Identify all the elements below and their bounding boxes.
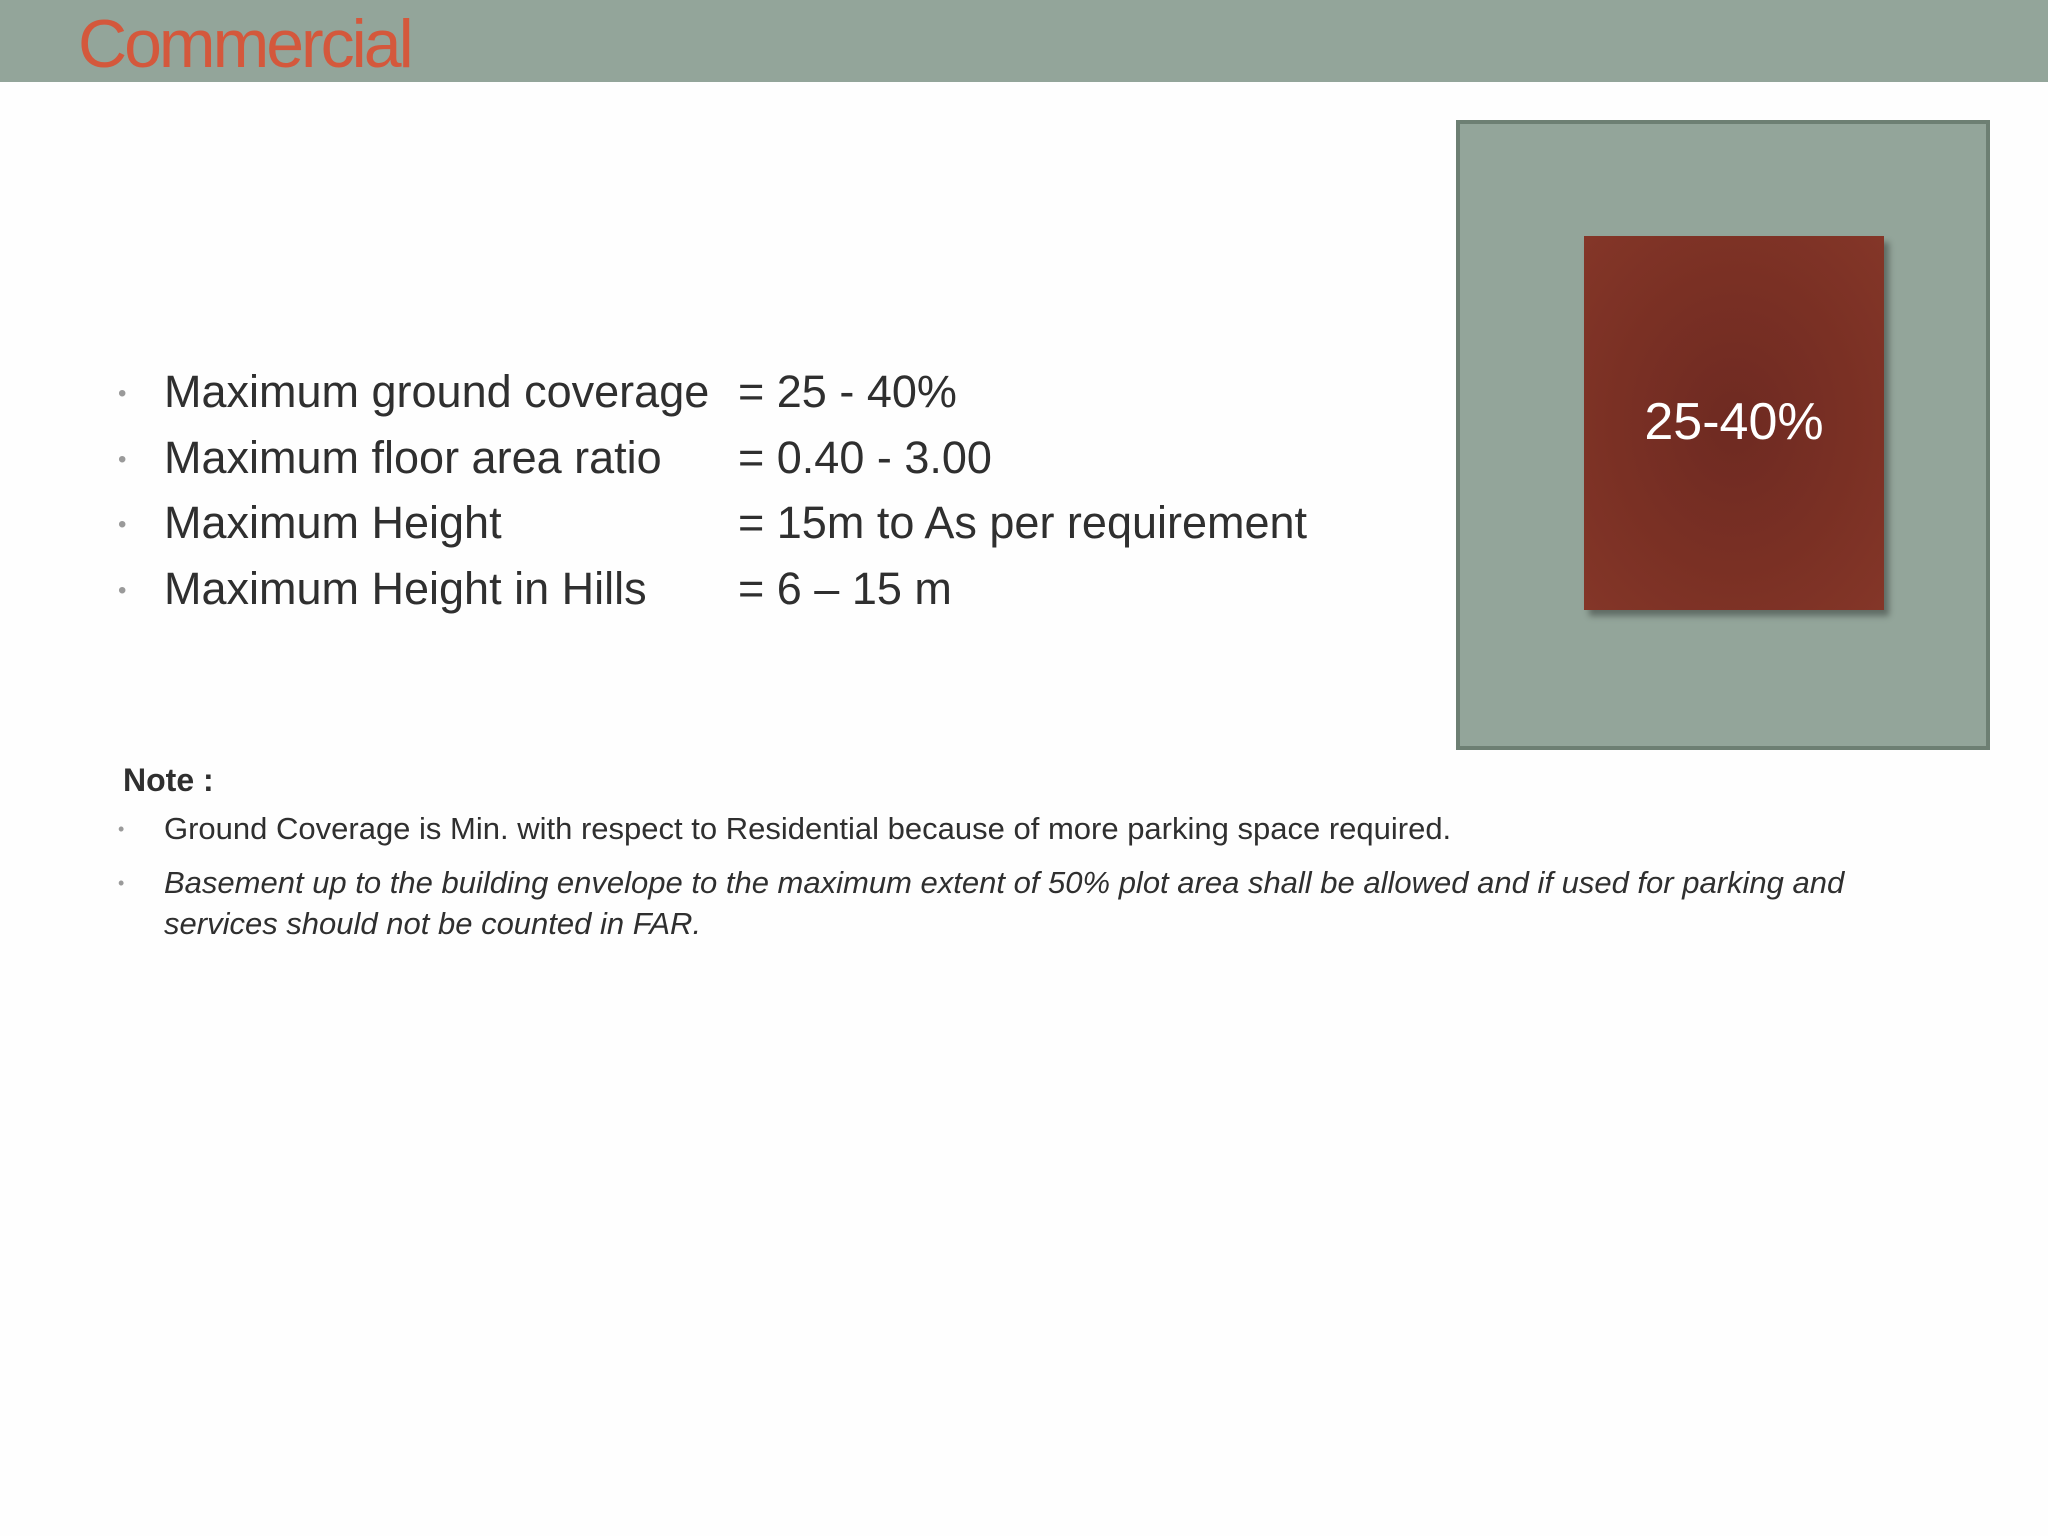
bullet-icon: • [118,445,127,473]
note-item [118,862,1878,944]
spec-list [118,366,1378,628]
note-list [118,808,1878,952]
bullet-icon: • [118,511,127,538]
spec-item-floor-area-ratio [118,432,1378,498]
spec-label: Maximum ground coverage [164,366,710,417]
bullet-icon: • [118,380,127,407]
note-heading: Note : [123,762,214,798]
coverage-label: 25-40% [1644,393,1824,451]
spec-label: Maximum floor area ratio [164,431,662,483]
spec-item-max-height-hills [118,563,1378,629]
note-text: Ground Coverage is Min. with respect to Residential because of more parking space required. [164,811,1452,846]
note-item [118,808,1878,854]
spec-item-ground-coverage [118,366,1378,432]
bullet-icon: • [118,576,127,604]
spec-value: = 15m to As per requirement [738,497,1308,548]
note-text: Basement up to the building envelope to the maximum extent of 50% plot area shall be allowed and if used for parking and services should not be counted in FAR. [164,865,1845,941]
spec-value: = 6 – 15 m [738,562,952,614]
spec-label: Maximum Height in Hills [164,562,647,614]
spec-value: = 25 - 40% [738,366,957,417]
spec-label: Maximum Height [164,497,502,548]
spec-value: = 0.40 - 3.00 [738,431,992,483]
building-footprint [1584,236,1884,610]
slide-title: Commercial [78,6,411,82]
bullet-icon: • [118,873,125,893]
plot-diagram [1456,120,1990,750]
bullet-icon: • [118,819,125,839]
spec-item-max-height [118,497,1378,563]
